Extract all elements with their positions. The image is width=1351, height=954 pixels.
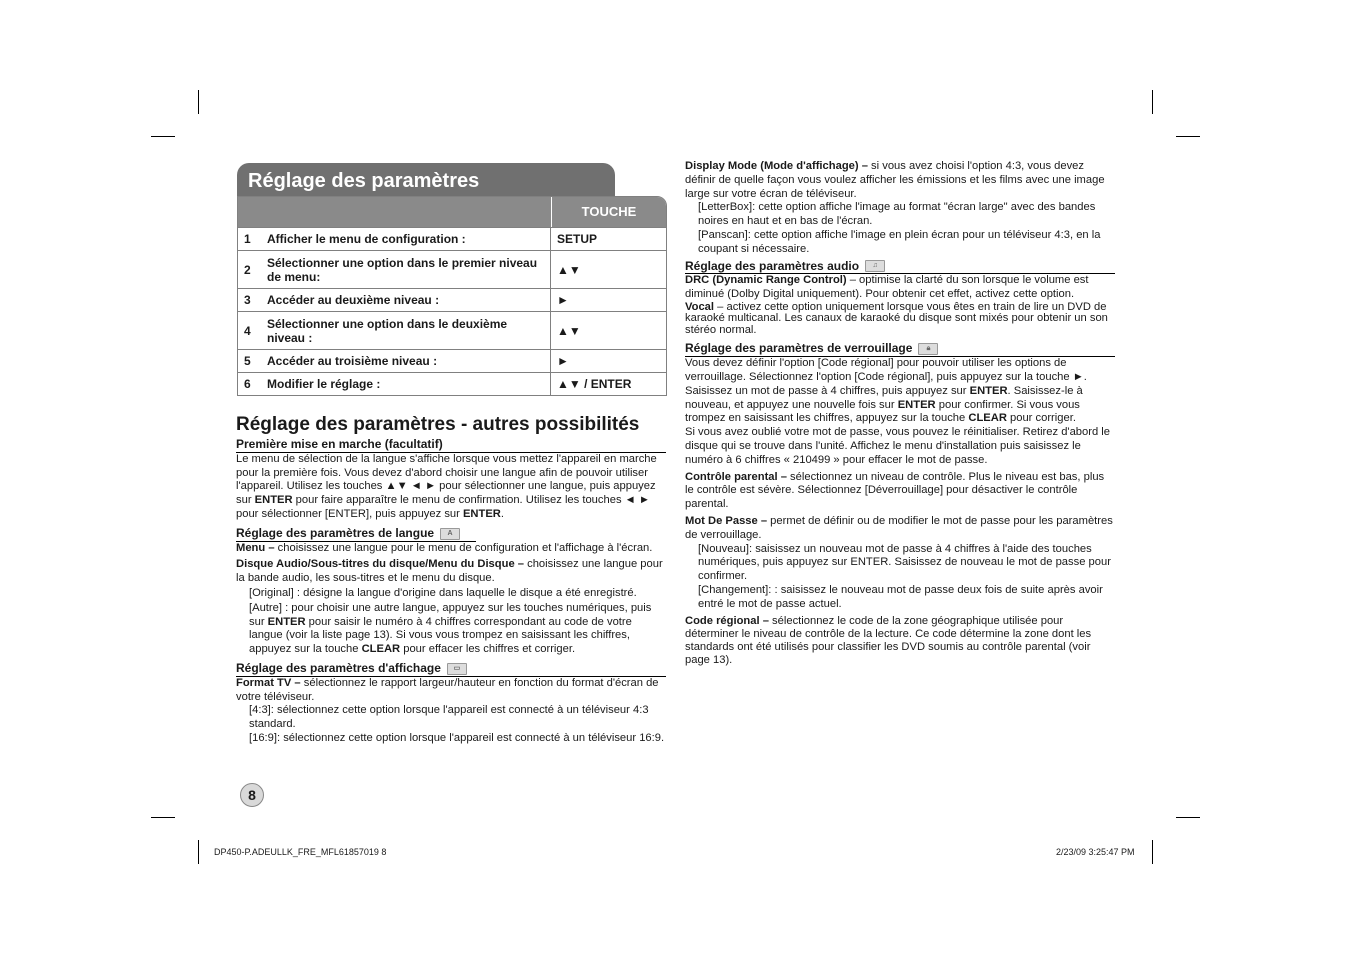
paragraph: Vous devez définir l'option [Code régional] pour pouvoir utiliser les options de verrouillage. Sélectionnez l'option [Code régional], puis appuyez sur la touche ►. Saisissez un mot de passe à 4 chiffres, puis appuyez sur ENTER. Saisissez-le à nouveau, et appuyez une nouvelle fois sur ENTER pour confirmer. Si vous vous trompez en saisissant les chiffres, appuyez sur la touche CLEAR pour corriger.: [685, 357, 1087, 425]
paragraph: Display Mode (Mode d'affichage) – si vous avez choisi l'option 4:3, vous devez définir de quelle façon vous voulez afficher les émissions et les films avec une image large sur votre écran de téléviseur.: [685, 160, 1105, 200]
crop-mark: [151, 136, 175, 137]
table-row: 4 Sélectionner une option dans le deuxième niveau : ▲▼: [238, 311, 666, 349]
paragraph: [4:3]: sélectionnez cette option lorsque l'appareil est connecté à un téléviseur 4:3 standard.: [249, 704, 649, 731]
crop-mark: [1152, 90, 1153, 114]
paragraph: [Nouveau]: saisissez un nouveau mot de passe à 4 chiffres à l'aide des touches numériques, puis appuyez sur ENTER. Saisissez de nouveau le mot de passe pour confirmer.: [698, 542, 1111, 583]
section-title: Réglage des paramètres - autres possibilités: [236, 414, 640, 435]
paragraph: Disque Audio/Sous-titres du disque/Menu du Disque – choisissez une langue pour la bande audio, les sous-titres et le menu du disque.: [236, 558, 663, 585]
subsection-title: Réglage des paramètres de langue A: [236, 527, 476, 542]
paragraph: Mot De Passe – permet de définir ou de modifier le mot de passe pour les paramètres de verrouillage.: [685, 515, 1113, 541]
paragraph: [Panscan]: cette option affiche l'image en plein écran pour un téléviseur 4:3, en la coupant si nécessaire.: [698, 228, 1101, 255]
paragraph: [16:9]: sélectionnez cette option lorsque l'appareil est connecté à un téléviseur 16:9.: [249, 731, 665, 744]
table-header: [238, 197, 666, 227]
left-column: [236, 438, 666, 746]
crop-mark: [1176, 817, 1200, 818]
display-icon: ▭: [447, 663, 467, 675]
language-icon: A: [440, 528, 460, 540]
crop-mark: [1152, 840, 1153, 864]
crop-mark: [198, 840, 199, 864]
controls-table: [237, 196, 667, 396]
paragraph: Code régional – sélectionnez le code de la zone géographique utilisée pour déterminer le niveau de contrôle de la lecture. Ce code détermine la zone dont les standards ont été utilisés pour classifier les DVD soumis au contrôle parental (voir page 13).: [685, 614, 1092, 666]
right-column: [685, 160, 1115, 667]
table-row: 3 Accéder au deuxième niveau : ►: [238, 288, 666, 311]
lock-icon: 🔒︎: [918, 343, 938, 355]
paragraph: [Changement]: : saisissez le nouveau mot de passe deux fois de suite après avoir entré le mot de passe actuel.: [698, 584, 1103, 610]
paragraph: Le menu de sélection de la langue s'affiche lorsque vous mettez l'appareil en marche pour la première fois. Vous devez d'abord choisir une langue afin de pouvoir utiliser l'appareil. Utilisez les touches ▲▼ ◄ ► pour sélectionner une langue, puis appuyez sur ENTER pour faire apparaître le menu de confirmation. Utilisez les touches ◄ ► pour sélectionner [ENTER], puis appuyez sur ENTER.: [236, 452, 657, 520]
crop-mark: [151, 817, 175, 818]
paragraph: [Original] : désigne la langue d'origine dans laquelle le disque a été enregistré.: [249, 586, 637, 599]
crop-mark: [1176, 136, 1200, 137]
table-row: 6 Modifier le réglage : ▲▼ / ENTER: [238, 372, 666, 395]
paragraph: [LetterBox]: cette option affiche l'image au format "écran large" avec des bandes noires en haut et en bas de l'écran.: [698, 201, 1096, 228]
subsection-title: Première mise en marche (facultatif): [236, 438, 666, 453]
table-row: 1 Afficher le menu de configuration : SETUP: [238, 227, 666, 250]
crop-mark: [198, 90, 199, 114]
table-header-key: TOUCHE: [581, 204, 637, 219]
audio-icon: ♫: [865, 260, 885, 272]
page-title: Réglage des paramètres: [237, 163, 615, 197]
paragraph: Format TV – sélectionnez le rapport largeur/hauteur en fonction du format d'écran de votre téléviseur.: [236, 676, 659, 703]
paragraph: Vocal – activez cette option uniquement lorsque vous êtes en train de lire un DVD de karaoké multicanal. Les canaux de karaoké du disque sont mixés pour obtenir un son stéréo normal.: [685, 300, 1108, 336]
subsection-title: Réglage des paramètres d'affichage ▭: [236, 662, 666, 677]
paragraph: [Autre] : pour choisir une autre langue, appuyez sur les touches numériques, puis sur ENTER pour saisir le numéro à 4 chiffres correspondant au code de votre langue (voir la liste page 13). Si vous vous trompez en saisissant les chiffres, appuyez sur la touche CLEAR pour effacer les chiffres et corriger.: [249, 601, 652, 656]
subsection-title: Réglage des paramètres audio ♫: [685, 260, 1115, 275]
paragraph: Menu – choisissez une langue pour le menu de configuration et l'affichage à l'écran.: [236, 541, 653, 554]
page-number: 8: [240, 783, 264, 807]
footer-file: DP450-P.ADEULLK_FRE_MFL61857019 8: [214, 847, 387, 857]
paragraph: Si vous avez oublié votre mot de passe, vous pouvez le réinitialiser. Retirez d'abord le disque qui se trouve dans l'unité. Affichez le menu d'installation puis saisissez le numéro à 6 chiffres « 210499 » pour effacer le mot de passe.: [685, 426, 1110, 466]
paragraph: DRC (Dynamic Range Control) – optimise la clarté du son lorsque le volume est diminué (Dolby Digital uniquement). Pour obtenir cet effet, activez cette option.: [685, 274, 1089, 301]
footer-timestamp: 2/23/09 3:25:47 PM: [1056, 847, 1135, 857]
table-row: 5 Accéder au troisième niveau : ►: [238, 349, 666, 372]
paragraph: Contrôle parental – sélectionnez un niveau de contrôle. Plus le niveau est bas, plus le contrôle est sévère. Sélectionnez [Déverrouillage] pour désactiver le contrôle parental.: [685, 470, 1105, 511]
subsection-title: Réglage des paramètres de verrouillage 🔒︎: [685, 342, 1115, 357]
table-row: 2 Sélectionner une option dans le premier niveau de menu: ▲▼: [238, 250, 666, 288]
